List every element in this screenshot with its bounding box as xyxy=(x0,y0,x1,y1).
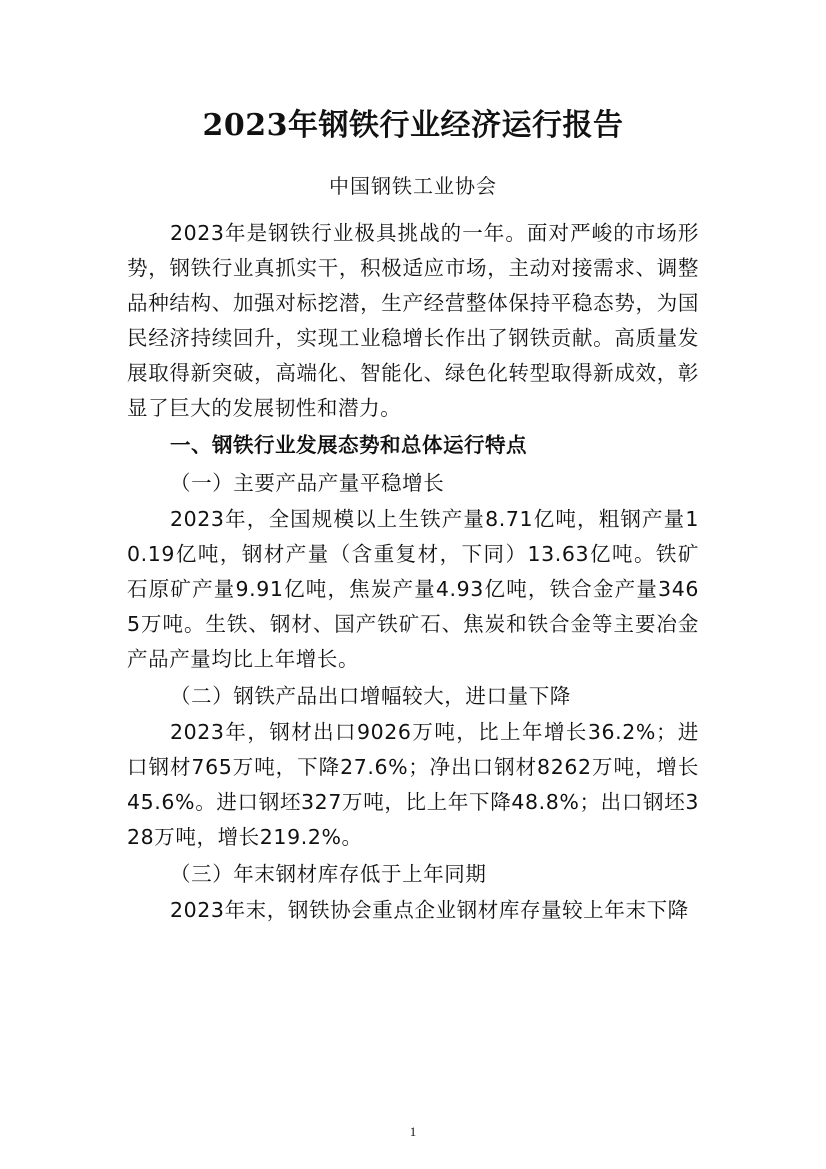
subsection-heading-1: （一）主要产品产量平稳增长 xyxy=(170,471,445,495)
document-author: 中国钢铁工业协会 xyxy=(329,174,497,198)
subsection-paragraph-1: 2023年，全国规模以上生铁产量8.71亿吨，粗钢产量10.19亿吨，钢材产量（含重复材，下同）13.63亿吨。铁矿石原矿产量9.91亿吨，焦炭产量4.93亿吨，铁合金产量3465万吨。生铁、钢材、国产铁矿石、焦炭和铁合金等主要冶金产品产量均比上年增长。 xyxy=(127,507,699,671)
subsection-heading-2: （二）钢铁产品出口增幅较大，进口量下降 xyxy=(170,684,571,708)
subsection-heading-3: （三）年末钢材库存低于上年同期 xyxy=(170,862,487,886)
subsection-paragraph-3: 2023年末，钢铁协会重点企业钢材库存量较上年末下降 xyxy=(170,898,689,922)
document-body xyxy=(127,216,699,928)
document-title: 2023年钢铁行业经济运行报告 xyxy=(202,108,624,143)
subsection-paragraph-2: 2023年，钢材出口9026万吨，比上年增长36.2%；进口钢材765万吨，下降27.6%；净出口钢材8262万吨，增长45.6%。进口钢坯327万吨，比上年下降48.8%；出口钢坯328万吨，增长219.2%。 xyxy=(127,720,699,849)
intro-paragraph: 2023年是钢铁行业极具挑战的一年。面对严峻的市场形势，钢铁行业真抓实干，积极适应市场，主动对接需求、调整品种结构、加强对标挖潜，生产经营整体保持平稳态势，为国民经济持续回升，实现工业稳增长作出了钢铁贡献。高质量发展取得新突破，高端化、智能化、绿色化转型取得新成效，彰显了巨大的发展韧性和潜力。 xyxy=(127,221,699,420)
section-heading-1: 一、钢铁行业发展态势和总体运行特点 xyxy=(170,433,527,457)
page-number: 1 xyxy=(409,1124,417,1139)
